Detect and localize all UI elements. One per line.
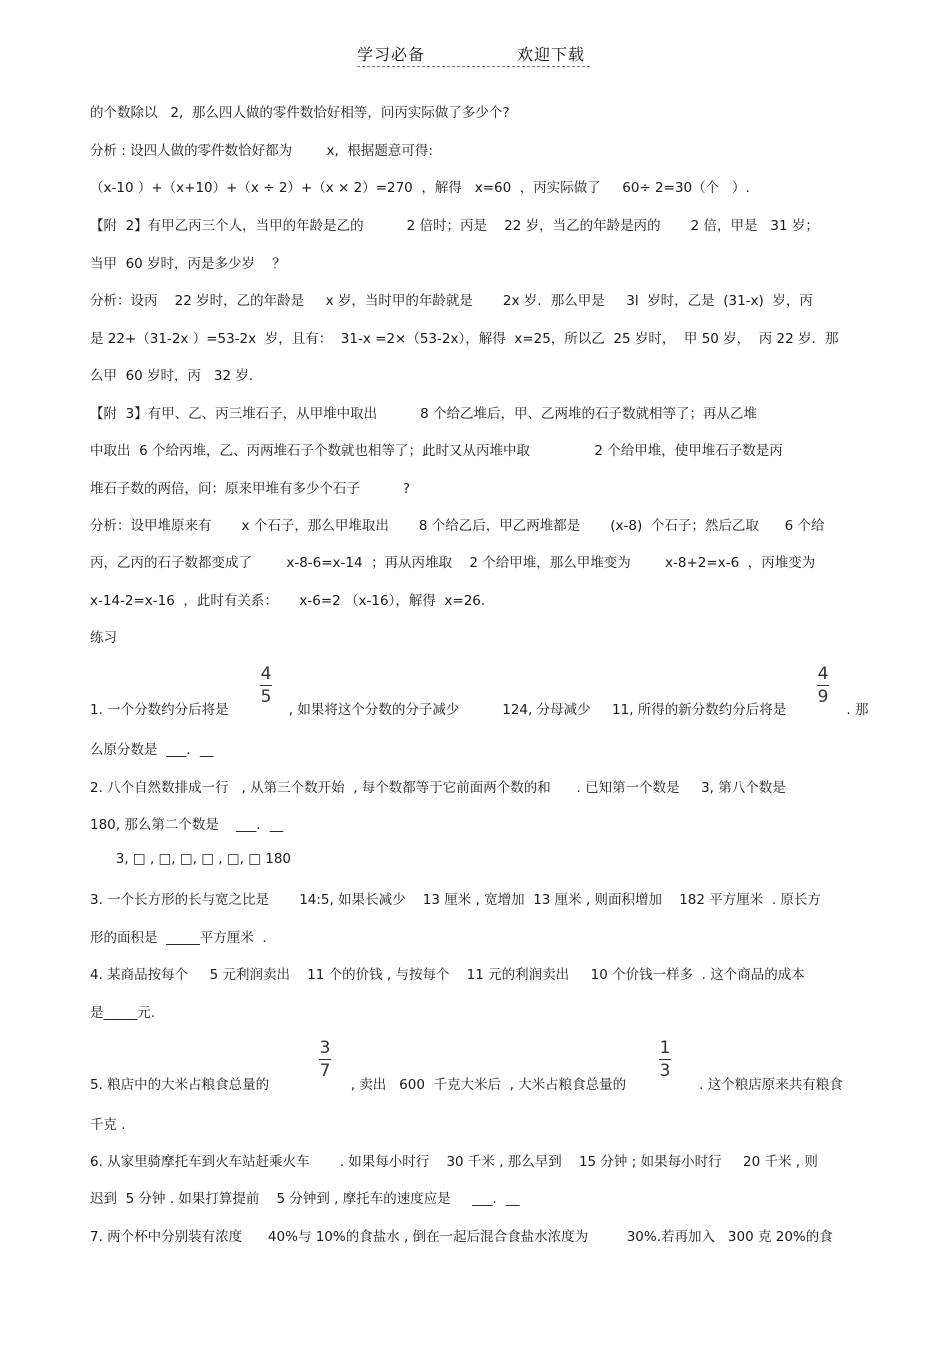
text-line: 的个数除以 2, 那么四人做的零件数恰好相等，问丙实际做了多少个? [90, 105, 510, 121]
header-left-text: 学习必备 [357, 45, 426, 64]
text-line: 么原分数是 ___．__ [90, 742, 214, 758]
text-line: 是 22+（31-2x ）=53-2x 岁，且有： 31-x =2×（53-2x），解得 x=25，所以乙 25 岁时， 甲 50 岁， 丙 22 岁．那 [90, 331, 839, 347]
fraction-4-9 [815, 663, 831, 708]
fraction-denominator: 7 [319, 1061, 331, 1081]
text-line: 堆石子数的两倍，问：原来甲堆有多少个石子 ? [90, 481, 411, 497]
page-header [357, 40, 590, 67]
text-line: 3, □ , □, □, □ , □, □ 180 [90, 851, 292, 867]
text-line: 5. 粮店中的大米占粮食总量的 , 卖出 600 千克大米后 , 大米占粮食总量的 . 这个粮店原来共有粮食 [90, 1077, 843, 1093]
text-line: 6. 从家里骑摩托车到火车站赶乘火车 . 如果每小时行 30 千米 , 那么早到 15 分钟 ; 如果每小时行 20 千米 , 则 [90, 1154, 818, 1170]
text-line: 【附 2】有甲乙丙三个人，当甲的年龄是乙的 2 倍时；丙是 22 岁，当乙的年龄是丙的 2 倍，甲是 31 岁； [90, 218, 819, 234]
text-line: 么甲 60 岁时，丙 32 岁. [90, 368, 254, 384]
text-line: 4. 某商品按每个 5 元利润卖出 11 个的价钱 , 与按每个 11 元的利润卖出 10 个价钱一样多 . 这个商品的成本 [90, 967, 805, 983]
fraction-3-7 [317, 1037, 333, 1082]
text-line: （x-10 ）+（x+10）+（x ÷ 2）+（x × 2）=270 ，解得 x=60 ，丙实际做了 60÷ 2=30（个 ）. [90, 180, 750, 196]
fraction-denominator: 5 [260, 687, 272, 707]
text-line: 分析：设丙 22 岁时，乙的年龄是 x 岁，当时甲的年龄就是 2x 岁．那么甲是 3l 岁时，乙是 (31-x) 岁，丙 [90, 293, 813, 309]
text-line: 分析 : 设四人做的零件数恰好都为 x, 根据题意可得: [90, 143, 433, 159]
text-line: 7. 两个杯中分别装有浓度 40%与 10%的食盐水 , 倒在一起后混合食盐水浓度为 30%.若再加入 300 克 20%的食 [90, 1229, 833, 1245]
fraction-numerator: 4 [260, 664, 272, 684]
text-line: 180, 那么第二个数是 ___．__ [90, 817, 284, 833]
text-line: 形的面积是 _____平方厘米 . [90, 930, 267, 946]
header-right-text: 欢迎下载 [517, 45, 586, 64]
fraction-4-5 [258, 663, 274, 708]
text-line: 分析：设甲堆原来有 x 个石子，那么甲堆取出 8 个给乙后，甲乙两堆都是 (x-8) 个石子；然后乙取 6 个给 [90, 518, 825, 534]
section-title-practice: 练习 [90, 630, 117, 646]
text-line: 中取出 6 个给丙堆，乙、丙两堆石子个数就也相等了；此时又从丙堆中取 2 个给甲堆，使甲堆石子数是丙 [90, 443, 783, 459]
fraction-numerator: 3 [319, 1038, 331, 1058]
text-line: 3. 一个长方形的长与宽之比是 14:5, 如果长减少 13 厘米 , 宽增加 13 厘米 , 则面积增加 182 平方厘米 . 原长方 [90, 892, 821, 908]
text-line: 是_____元. [90, 1005, 156, 1021]
fraction-numerator: 1 [659, 1038, 671, 1058]
text-line: x-14-2=x-16 ，此时有关系： x-6=2 （x-16），解得 x=26. [90, 593, 486, 609]
text-line: 2. 八个自然数排成一行 , 从第三个数开始 , 每个数都等于它前面两个数的和 . 已知第一个数是 3, 第八个数是 [90, 780, 786, 796]
text-line: 丙，乙丙的石子数都变成了 x-8-6=x-14 ；再从丙堆取 2 个给甲堆，那么甲堆变为 x-8+2=x-6 ，丙堆变为 [90, 555, 816, 571]
fraction-numerator: 4 [817, 664, 829, 684]
text-line: 【附 3】有甲、乙、丙三堆石子，从甲堆中取出 8 个给乙堆后，甲、乙两堆的石子数就相等了；再从乙堆 [90, 406, 757, 422]
fraction-denominator: 3 [659, 1061, 671, 1081]
fraction-1-3 [657, 1037, 673, 1082]
text-line: 千克 . [90, 1117, 126, 1133]
text-line: 当甲 60 岁时，丙是多少岁 ？ [90, 256, 286, 272]
text-line: 迟到 5 分钟 . 如果打算提前 5 分钟到 , 摩托车的速度应是 ___．__ [90, 1191, 520, 1207]
fraction-denominator: 9 [817, 687, 829, 707]
text-line: 1. 一个分数约分后将是 , 如果将这个分数的分子减少 124, 分母减少 11, 所得的新分数约分后将是 . 那 [90, 702, 869, 718]
